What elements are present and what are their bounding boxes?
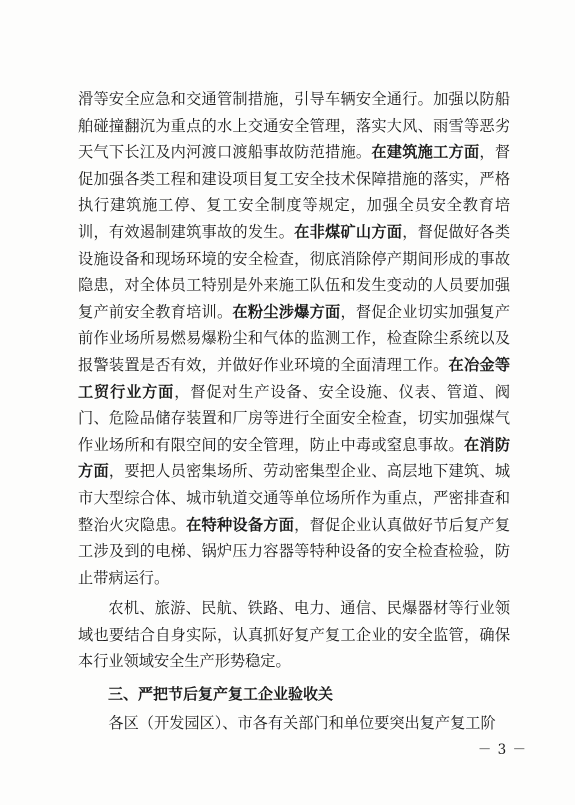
bold-heading-non-coal-mine: 在非煤矿山方面 bbox=[294, 222, 403, 241]
bold-heading-dust-explosion: 在粉尘涉爆方面 bbox=[232, 302, 341, 321]
text-span: ，要把人员密集场所、劳动密集型企业、高层地下建筑、城市大型综合体、城市轨道交通等单位场所作为重点，严密排查和整治火灾隐患。 bbox=[78, 462, 510, 534]
paragraph-safety-measures bbox=[78, 86, 510, 591]
bold-heading-fire: 在消防方面 bbox=[78, 435, 510, 481]
text-span: 滑等安全应急和交通管制措施，引导车辆安全通行。加强以防船舶碰撞翻沉为重点的水上交通安全管理，落实大风、雨雪等恶劣天气下长江及内河渡口渡船事故防范措施。 bbox=[78, 90, 510, 162]
bold-heading-special-equipment: 在特种设备方面 bbox=[186, 515, 295, 534]
body-text bbox=[78, 86, 510, 736]
paragraph-other-industries: 农机、旅游、民航、铁路、电力、通信、民爆器材等行业领域也要结合自身实际，认真抓好复产复工企业的安全监管，确保本行业领域安全生产形势稳定。 bbox=[78, 599, 510, 671]
text-span: ，督促企业切实加强复产前作业场所易燃易爆粉尘和气体的监测工作，检查除尘系统以及报警装置是否有效，并做好作业环境的全面清理工作。 bbox=[78, 302, 510, 374]
text-span: ，督促企业认真做好节后复产复工涉及到的电梯、锅炉压力容器等特种设备的安全检查检验，防止带病运行。 bbox=[78, 515, 510, 587]
page-number: － 3 － bbox=[477, 742, 527, 758]
text-span: ，督促做好各类设施设备和现场环境的安全检查，彻底消除停产期间形成的事故隐患，对全体员工特别是外来施工队伍和发生变动的人员要加强复产前安全教育培训。 bbox=[78, 222, 510, 321]
text-span: ，督促加强各类工程和建设项目复工安全技术保障措施的落实，严格执行建筑施工停、复工安全制度等规定，加强全员安全教育培训，有效遏制建筑事故的发生。 bbox=[78, 143, 510, 241]
section-heading: 三、严把节后复产复工企业验收关 bbox=[108, 685, 334, 704]
bold-heading-construction: 在建筑施工方面 bbox=[371, 143, 480, 162]
text-span: ，督促对生产设备、安全设施、仪表、管道、阀门、危险品储存装置和厂房等进行全面安全检查，切实加强煤气作业场所和有限空间的安全管理，防止中毒或窒息事故。 bbox=[78, 382, 510, 454]
paragraph-section-start: 各区（开发园区）、市各有关部门和单位要突出复产复工阶 bbox=[108, 713, 496, 732]
bold-heading-metallurgy: 在冶金等工贸行业方面 bbox=[78, 355, 510, 401]
